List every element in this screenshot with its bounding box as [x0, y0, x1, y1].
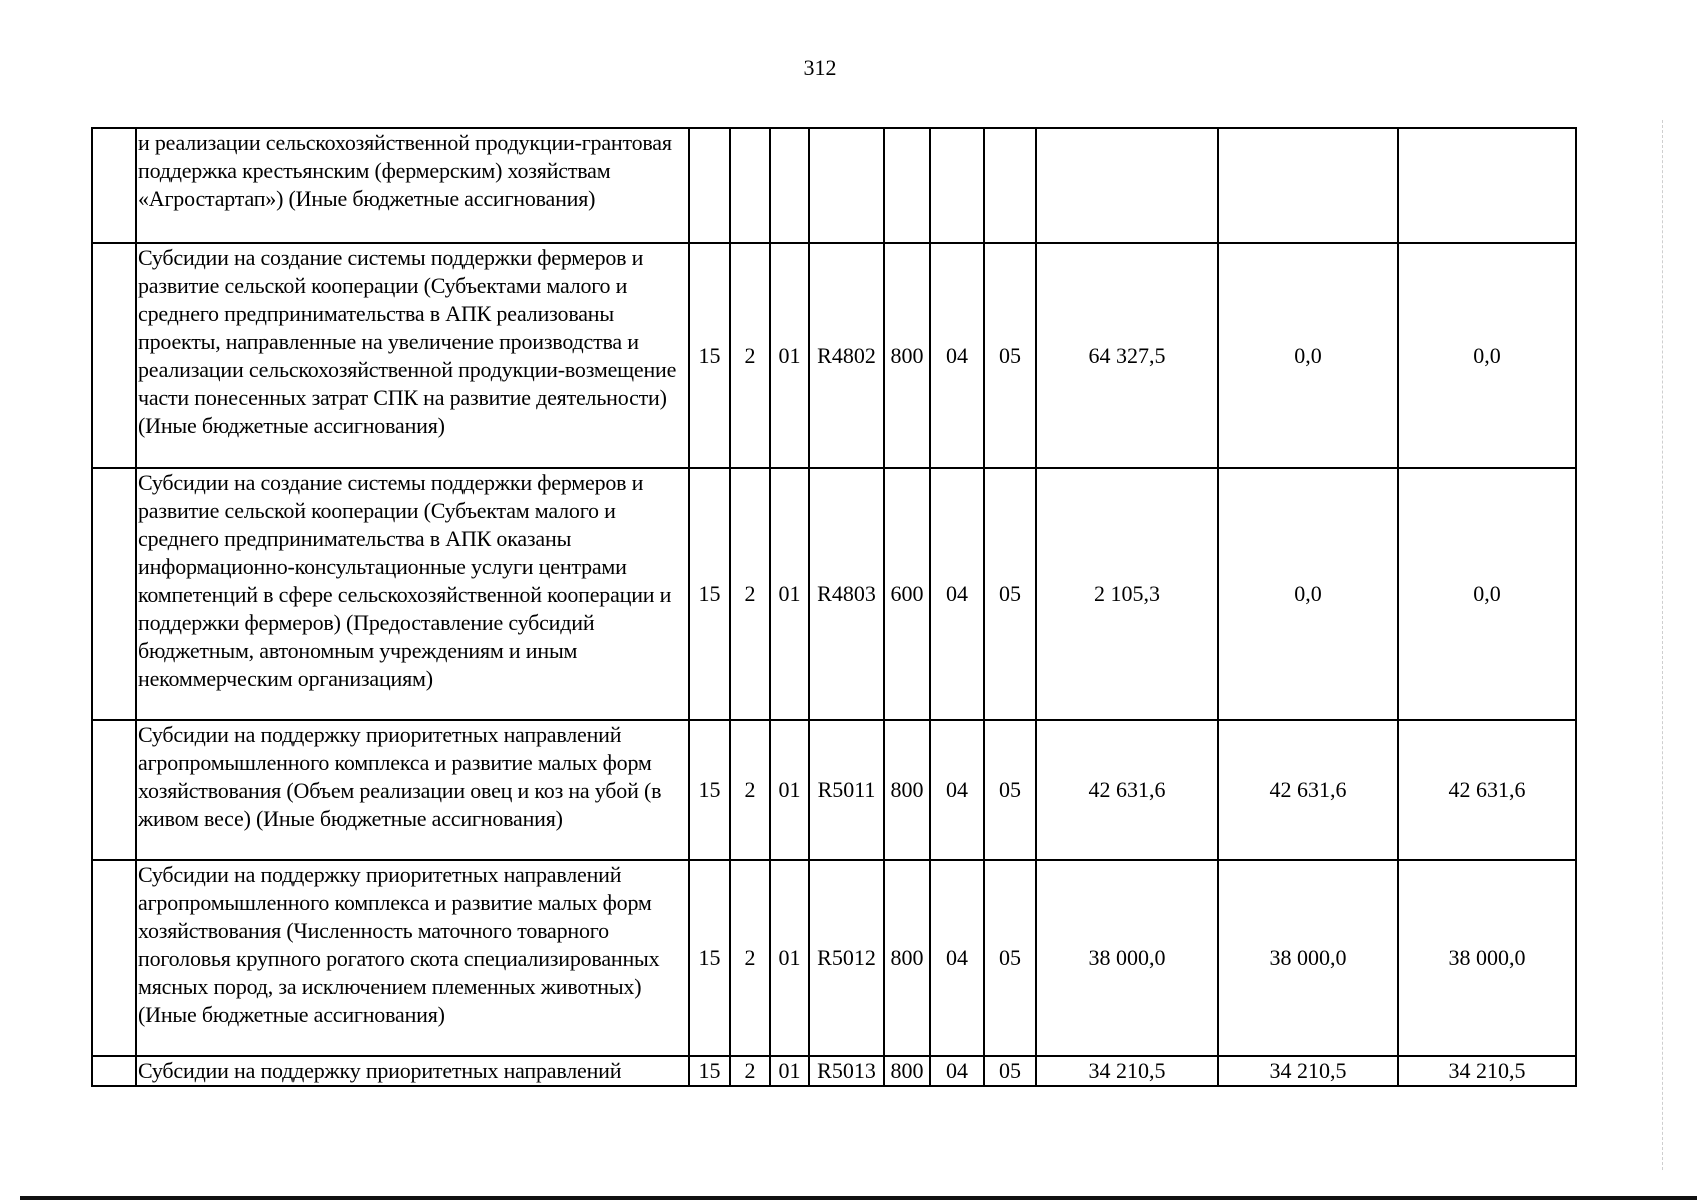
amount-cell-year-2: 0,0 — [1218, 468, 1398, 720]
code-cell-target-article: R5011 — [809, 720, 884, 860]
code-cell-target-article: R4802 — [809, 243, 884, 468]
code-cell-ministry: 15 — [689, 243, 730, 468]
amount-cell-year-3 — [1398, 128, 1576, 243]
amount-cell-year-3: 42 631,6 — [1398, 720, 1576, 860]
code-cell-subsection — [984, 128, 1036, 243]
row-name-cell: Субсидии на создание системы поддержки фермеров и развитие сельской кооперации (Субъектами малого и среднего предпринимательства в АПК реализованы проекты, направленные на увеличение производства и реализации сельскохозяйственной продукции-возмещение части понесенных затрат СПК на развитие деятельности) (Иные бюджетные ассигнования) — [136, 243, 689, 468]
amount-cell-year-3: 34 210,5 — [1398, 1056, 1576, 1086]
table-row — [92, 1056, 1576, 1086]
code-cell-subsection: 05 — [984, 860, 1036, 1056]
code-cell-expense-type: 800 — [884, 1056, 930, 1086]
amount-cell-year-2 — [1218, 128, 1398, 243]
code-cell-subprogram: 01 — [770, 860, 809, 1056]
code-cell-ministry: 15 — [689, 1056, 730, 1086]
code-cell-expense-type — [884, 128, 930, 243]
table-row — [92, 468, 1576, 720]
row-name-cell: Субсидии на поддержку приоритетных направлений агропромышленного комплекса и развитие малых форм хозяйствования (Численность маточного товарного поголовья крупного рогатого скота специализированных мясных пород, за исключением племенных животных) (Иные бюджетные ассигнования) — [136, 860, 689, 1056]
page-number: 312 — [803, 55, 837, 80]
code-cell-expense-type: 800 — [884, 243, 930, 468]
code-cell-program-type: 2 — [730, 1056, 770, 1086]
amount-cell-year-1 — [1036, 128, 1218, 243]
budget-table — [91, 127, 1577, 1087]
code-cell-target-article — [809, 128, 884, 243]
amount-cell-year-2: 42 631,6 — [1218, 720, 1398, 860]
table-row — [92, 860, 1576, 1056]
code-cell-subprogram: 01 — [770, 243, 809, 468]
code-cell-section — [930, 128, 984, 243]
code-cell-section: 04 — [930, 1056, 984, 1086]
code-cell-target-article: R5013 — [809, 1056, 884, 1086]
code-cell-expense-type: 600 — [884, 468, 930, 720]
row-index-cell — [92, 720, 136, 860]
code-cell-section: 04 — [930, 243, 984, 468]
code-cell-expense-type: 800 — [884, 720, 930, 860]
amount-cell-year-2: 0,0 — [1218, 243, 1398, 468]
code-cell-section: 04 — [930, 468, 984, 720]
scan-edge-line — [1662, 120, 1664, 1170]
code-cell-subprogram: 01 — [770, 1056, 809, 1086]
code-cell-target-article: R4803 — [809, 468, 884, 720]
row-name-cell: Субсидии на создание системы поддержки фермеров и развитие сельской кооперации (Субъектам малого и среднего предпринимательства в АПК оказаны информационно-консультационные услуги центрами компетенций в сфере сельскохозяйственной кооперации и поддержки фермеров) (Предоставление субсидий бюджетным, автономным учреждениям и иным некоммерческим организациям) — [136, 468, 689, 720]
row-index-cell — [92, 468, 136, 720]
amount-cell-year-2: 38 000,0 — [1218, 860, 1398, 1056]
code-cell-subprogram — [770, 128, 809, 243]
code-cell-ministry: 15 — [689, 468, 730, 720]
amount-cell-year-1: 38 000,0 — [1036, 860, 1218, 1056]
code-cell-program-type: 2 — [730, 860, 770, 1056]
row-name-cell: Субсидии на поддержку приоритетных направлений — [136, 1056, 689, 1086]
code-cell-ministry — [689, 128, 730, 243]
code-cell-ministry: 15 — [689, 860, 730, 1056]
table-row — [92, 128, 1576, 243]
amount-cell-year-1: 34 210,5 — [1036, 1056, 1218, 1086]
table-row — [92, 720, 1576, 860]
code-cell-ministry: 15 — [689, 720, 730, 860]
code-cell-subsection: 05 — [984, 243, 1036, 468]
row-index-cell — [92, 860, 136, 1056]
amount-cell-year-3: 0,0 — [1398, 468, 1576, 720]
amount-cell-year-1: 42 631,6 — [1036, 720, 1218, 860]
amount-cell-year-3: 38 000,0 — [1398, 860, 1576, 1056]
row-index-cell — [92, 128, 136, 243]
row-index-cell — [92, 243, 136, 468]
row-name-cell: и реализации сельскохозяйственной продукции-грантовая поддержка крестьянским (фермерским) хозяйствам «Агростартап») (Иные бюджетные ассигнования) — [136, 128, 689, 243]
row-name-cell: Субсидии на поддержку приоритетных направлений агропромышленного комплекса и развитие малых форм хозяйствования (Объем реализации овец и коз на убой (в живом весе) (Иные бюджетные ассигнования) — [136, 720, 689, 860]
code-cell-subsection: 05 — [984, 1056, 1036, 1086]
row-index-cell — [92, 1056, 136, 1086]
code-cell-subprogram: 01 — [770, 720, 809, 860]
amount-cell-year-3: 0,0 — [1398, 243, 1576, 468]
code-cell-program-type: 2 — [730, 243, 770, 468]
table-row — [92, 243, 1576, 468]
code-cell-target-article: R5012 — [809, 860, 884, 1056]
code-cell-subsection: 05 — [984, 720, 1036, 860]
code-cell-section: 04 — [930, 860, 984, 1056]
code-cell-subsection: 05 — [984, 468, 1036, 720]
page-bottom-rule — [20, 1196, 1697, 1200]
amount-cell-year-1: 64 327,5 — [1036, 243, 1218, 468]
code-cell-section: 04 — [930, 720, 984, 860]
code-cell-program-type: 2 — [730, 720, 770, 860]
code-cell-program-type — [730, 128, 770, 243]
amount-cell-year-2: 34 210,5 — [1218, 1056, 1398, 1086]
code-cell-expense-type: 800 — [884, 860, 930, 1056]
code-cell-subprogram: 01 — [770, 468, 809, 720]
code-cell-program-type: 2 — [730, 468, 770, 720]
amount-cell-year-1: 2 105,3 — [1036, 468, 1218, 720]
